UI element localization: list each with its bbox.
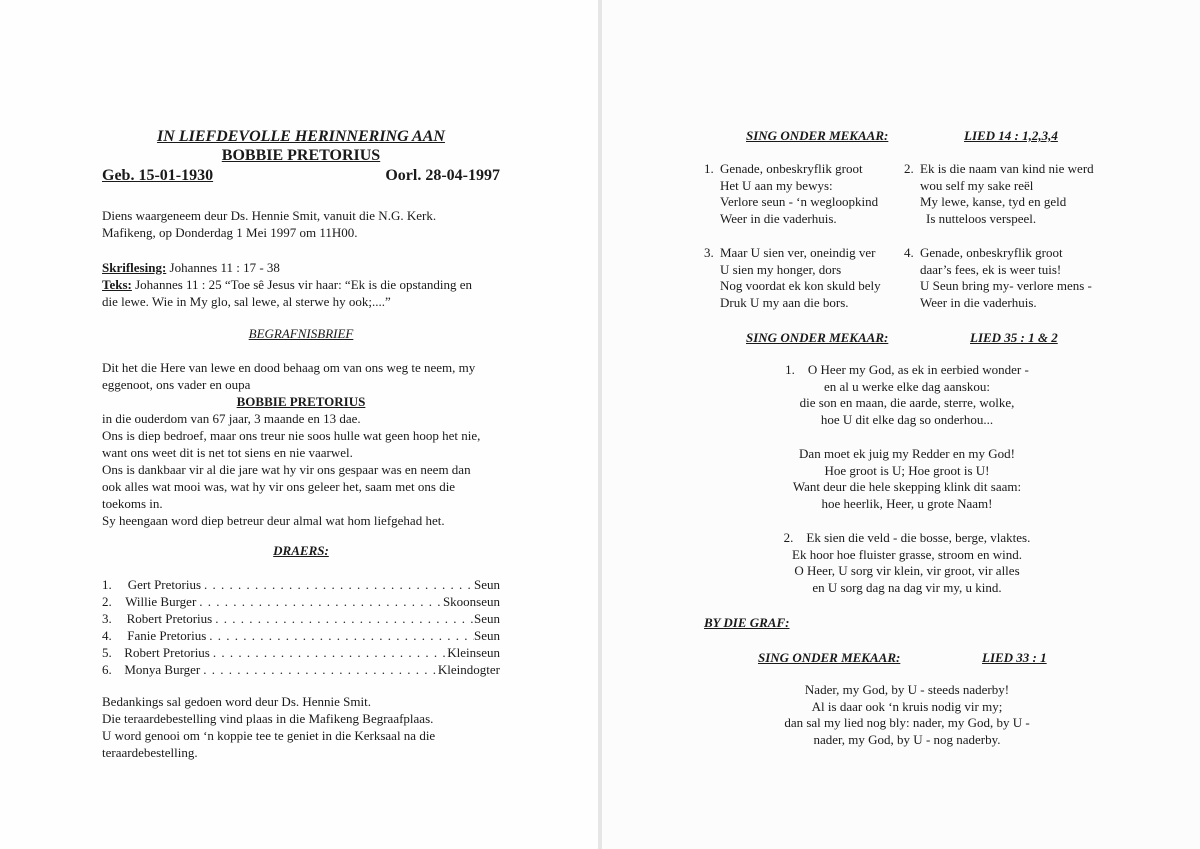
verse-line: Druk U my aan die bors. <box>720 295 849 311</box>
hymn-14-verse-3 <box>704 245 881 312</box>
verse-line: en U sorg dag na dag vir my, u kind. <box>812 580 1002 596</box>
leader-dots <box>210 644 447 661</box>
letter-line: ook alles wat mooi was, wat hy vir ons geleer het, saam met ons die <box>102 479 456 494</box>
death-date: Oorl. 28-04-1997 <box>385 167 500 184</box>
verse-number: 1. <box>704 161 714 176</box>
bearer-row <box>102 610 500 627</box>
bearer-number: 5. <box>102 645 112 660</box>
funeral-letter-title: BEGRAFNISBRIEF <box>248 326 354 341</box>
verse-line: Ek hoor hoe fluister grasse, stroom en wind. <box>792 546 1022 562</box>
letter-line: Sy heengaan word diep betreur deur almal wat hom liefgehad het. <box>102 513 445 528</box>
verse-line: die son en maan, die aarde, sterre, wolke, <box>799 395 1015 411</box>
verse-line: O Heer, U sorg vir klein, vir groot, vir alles <box>794 563 1020 579</box>
verse-number: 2. <box>904 161 914 176</box>
verse-line: Het U aan my bewys: <box>720 177 833 193</box>
verse-number: 2. <box>783 530 794 545</box>
verse-number: 3. <box>704 245 714 260</box>
bearers-list <box>102 576 500 678</box>
verse-line: Weer in die vaderhuis. <box>920 295 1037 311</box>
bearer-relation: Kleindogter <box>437 662 500 677</box>
verse-line: U Seun bring my- verlore mens - <box>920 278 1092 294</box>
hymn-14-sing-label: SING ONDER MEKAAR: <box>746 128 889 143</box>
deceased-name-heading: BOBBIE PRETORIUS <box>221 147 381 164</box>
closing-line: Die teraardebestelling vind plaas in die Mafikeng Begraafplaas. <box>102 711 434 726</box>
memorial-heading: IN LIEFDEVOLLE HERINNERING AAN <box>157 128 445 145</box>
hymn-35-verse-1 <box>742 362 1072 429</box>
service-line-2: Mafikeng, op Donderdag 1 Mei 1997 om 11H00. <box>102 225 358 240</box>
by-the-grave-title: BY DIE GRAF: <box>704 615 790 630</box>
chorus-line: Dan moet ek juig my Redder en my God! <box>799 446 1015 461</box>
verse-line: Genade, onbeskryflik groot <box>720 161 863 176</box>
hymn-33-sing-label: SING ONDER MEKAAR: <box>758 650 901 665</box>
bearer-row <box>102 576 500 593</box>
bearer-name: Robert Pretorius <box>124 645 210 660</box>
bearer-name: Robert Pretorius <box>126 611 213 626</box>
verse-line: Is nutteloos verspeel. <box>926 211 1037 227</box>
bearer-number: 4. <box>102 628 112 643</box>
hymn-35-verse-2 <box>742 530 1072 597</box>
closing-line: U word genooi om ‘n koppie tee te geniet in die Kerksaal na die <box>102 728 436 743</box>
bearer-number: 3. <box>102 611 112 626</box>
scripture-label: Skriflesing: <box>102 260 167 275</box>
service-line-1: Diens waargeneem deur Ds. Hennie Smit, vanuit die N.G. Kerk. <box>102 208 437 223</box>
bearer-relation: Seun <box>474 577 500 592</box>
leader-dots <box>201 576 474 593</box>
leader-dots <box>200 661 438 678</box>
verse-line: Ek sien die veld - die bosse, berge, vlaktes. <box>806 530 1031 545</box>
bearer-relation: Seun <box>474 611 500 626</box>
hymn-35-sing-label: SING ONDER MEKAAR: <box>746 330 889 345</box>
bearer-relation: Kleinseun <box>447 645 500 660</box>
hymn-14-verse-1 <box>704 161 878 228</box>
right-page <box>602 0 1200 849</box>
verse-number: 1. <box>785 362 795 377</box>
birth-date: Geb. 15-01-1930 <box>102 167 214 184</box>
text-line-2: die lewe. Wie in My glo, sal lewe, al sterwe hy ook;....” <box>102 294 391 309</box>
verse-line: wou self my sake reël <box>920 177 1034 193</box>
letter-line: in die ouderdom van 67 jaar, 3 maande en 13 dae. <box>102 411 361 426</box>
hymn-33-verse <box>742 682 1072 749</box>
text-line-1 <box>102 276 500 293</box>
scripture-reading <box>102 259 500 276</box>
bearer-number: 6. <box>102 662 112 677</box>
verse-line: nader, my God, by U - nog naderby. <box>813 732 1001 748</box>
verse-line: Al is daar ook ‘n kruis nodig vir my; <box>811 698 1003 714</box>
leader-dots <box>206 627 474 644</box>
hymn-14-ref: LIED 14 : 1,2,3,4 <box>964 128 1058 143</box>
closing-line: Bedankings sal gedoen word deur Ds. Hennie Smit. <box>102 694 371 709</box>
bearer-relation: Seun <box>474 628 500 643</box>
dates-row <box>102 166 500 186</box>
verse-line: Genade, onbeskryflik groot <box>920 245 1063 260</box>
letter-line: Dit het die Here van lewe en dood behaag om van ons weg te neem, my <box>102 360 476 375</box>
bearers-title: DRAERS: <box>273 543 329 558</box>
bearer-row <box>102 644 500 661</box>
bearer-row <box>102 627 500 644</box>
bearer-name: Willie Burger <box>125 594 197 609</box>
verse-line: Maar U sien ver, oneindig ver <box>720 245 876 260</box>
letter-line: Ons is dankbaar vir al die jare wat hy vir ons gespaar was en neem dan <box>102 462 471 477</box>
hymn-14-verse-4 <box>904 245 1092 312</box>
verse-line: hoe U dit elke dag so onderhou... <box>820 412 994 428</box>
bearer-name: Fanie Pretorius <box>127 628 207 643</box>
closing-line: teraardebestelling. <box>102 745 198 760</box>
verse-line: O Heer my God, as ek in eerbied wonder - <box>807 362 1029 377</box>
text-label: Teks: <box>102 277 132 292</box>
bearer-name: Monya Burger <box>124 662 201 677</box>
chorus-line: Want deur die hele skepping klink dit saam: <box>792 479 1022 495</box>
leader-dots <box>196 593 443 610</box>
chorus-line: Hoe groot is U; Hoe groot is U! <box>824 462 990 478</box>
bearer-number: 2. <box>102 594 112 609</box>
bearer-row <box>102 661 500 678</box>
verse-line: Nog voordat ek kon skuld bely <box>720 278 881 294</box>
verse-line: Nader, my God, by U - steeds naderby! <box>804 682 1010 697</box>
service-info <box>102 207 500 241</box>
leader-dots <box>212 610 474 627</box>
verse-line: Verlore seun - ‘n wegloopkind <box>720 194 879 210</box>
letter-line: Ons is diep bedroef, maar ons treur nie soos hulle wat geen hoop het nie, <box>102 428 481 443</box>
verse-number: 4. <box>904 245 914 260</box>
verse-line: Weer in die vaderhuis. <box>720 211 837 227</box>
bearer-row <box>102 593 500 610</box>
verse-line: dan sal my lied nog bly: nader, my God, by U - <box>784 715 1030 731</box>
letter-line: eggenoot, ons vader en oupa <box>102 377 251 392</box>
hymn-35-ref: LIED 35 : 1 & 2 <box>970 330 1058 345</box>
chorus-line: hoe heerlik, Heer, u grote Naam! <box>821 496 993 512</box>
left-page <box>0 0 598 849</box>
hymn-33-ref: LIED 33 : 1 <box>982 650 1047 665</box>
letter-line: want ons weet dit is net tot siens en nie vaarwel. <box>102 445 353 460</box>
bearer-name: Gert Pretorius <box>127 577 202 592</box>
verse-line: Ek is die naam van kind nie werd <box>920 161 1094 176</box>
verse-line: en al u werke elke dag aanskou: <box>823 378 991 394</box>
verse-line: daar’s fees, ek is weer tuis! <box>920 261 1062 277</box>
verse-line: U sien my honger, dors <box>720 261 842 277</box>
text-quote-1: Johannes 11 : 25 “Toe sê Jesus vir haar: “Ek is die opstanding en <box>131 277 473 292</box>
letter-name: BOBBIE PRETORIUS <box>236 394 366 409</box>
letter-line: toekoms in. <box>102 496 163 511</box>
bearer-number: 1. <box>102 577 112 592</box>
funeral-letter-body <box>102 359 500 529</box>
closing-notes <box>102 693 500 761</box>
hymn-35-chorus <box>742 446 1072 513</box>
hymn-14-verse-2 <box>904 161 1094 228</box>
scripture-block <box>102 259 500 310</box>
verse-line: My lewe, kanse, tyd en geld <box>920 194 1067 210</box>
scripture-ref: Johannes 11 : 17 - 38 <box>166 260 280 275</box>
bearer-relation: Skoonseun <box>442 594 500 609</box>
